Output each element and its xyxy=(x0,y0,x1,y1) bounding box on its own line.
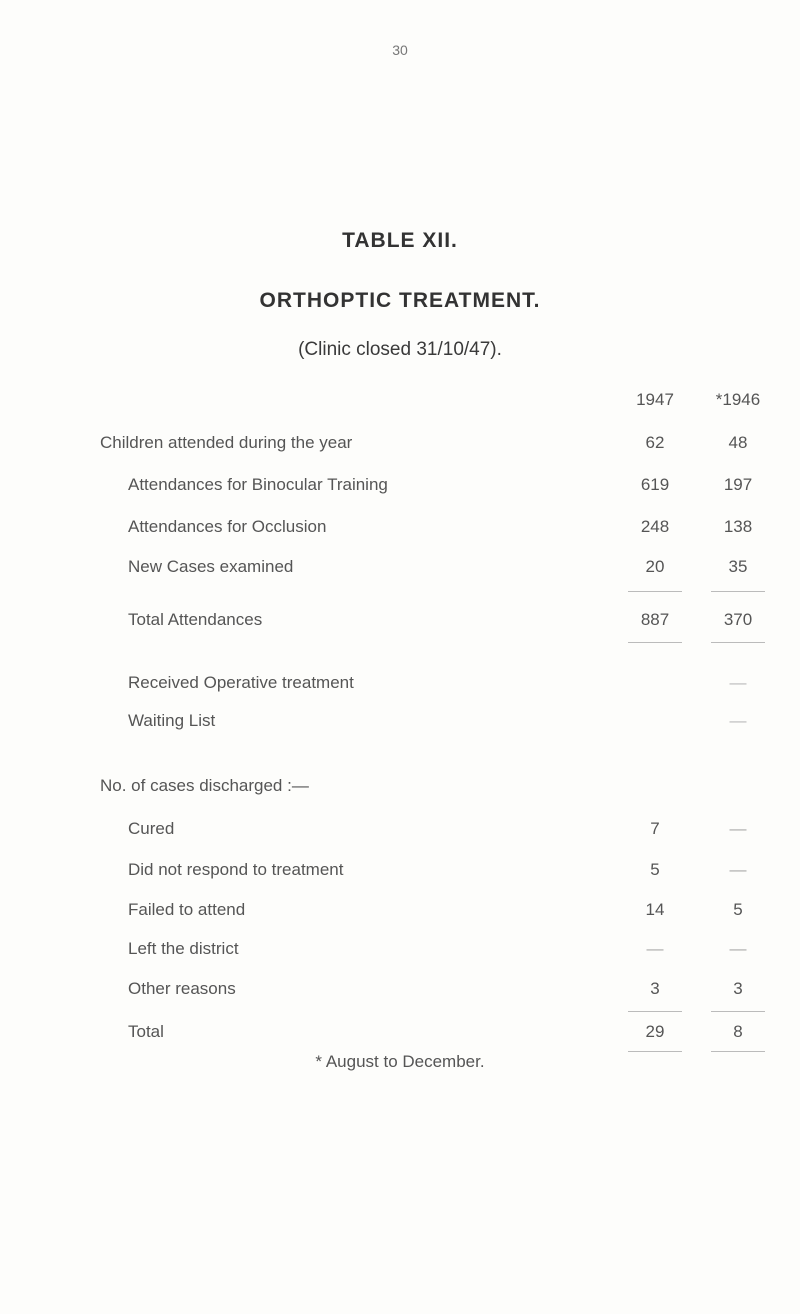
cell-1947: 619 xyxy=(640,475,670,494)
row-label: Attendances for Occlusion xyxy=(128,517,327,536)
total-cell-1947: 887 xyxy=(640,610,670,629)
total-cell-1946: 8 xyxy=(733,1022,743,1041)
table-subtitle: ORTHOPTIC TREATMENT. xyxy=(259,289,541,312)
discharged-heading: No. of cases discharged :— xyxy=(100,776,309,795)
subtotal-rule xyxy=(628,1011,682,1012)
row-label: Did not respond to treatment xyxy=(128,860,344,879)
table-title: TABLE XII. xyxy=(342,229,458,252)
cell-1947: 7 xyxy=(650,819,660,838)
cell-1946: — xyxy=(729,711,747,730)
row-label: Children attended during the year xyxy=(100,433,353,452)
row-label: Failed to attend xyxy=(128,900,246,919)
row-label: Received Operative treatment xyxy=(128,673,354,692)
column-header-1946: *1946 xyxy=(715,390,761,409)
total-rule xyxy=(628,642,682,643)
cell-1947: 14 xyxy=(645,900,665,919)
subtotal-rule xyxy=(628,591,682,592)
cell-1947: 5 xyxy=(650,860,660,879)
total-cell-1947: 29 xyxy=(645,1022,665,1041)
cell-1947: 3 xyxy=(650,979,660,998)
footnote: * August to December. xyxy=(315,1052,485,1071)
cell-1946: 138 xyxy=(723,517,753,536)
cell-1946: — xyxy=(729,939,747,958)
subtotal-rule xyxy=(711,1011,765,1012)
cell-1946: 35 xyxy=(728,557,748,576)
cell-1947: — xyxy=(646,939,664,958)
total-rule xyxy=(711,642,765,643)
row-label: Cured xyxy=(128,819,175,838)
total-cell-1946: 370 xyxy=(723,610,753,629)
cell-1946: 48 xyxy=(728,433,748,452)
cell-1947: 20 xyxy=(645,557,665,576)
row-label: Attendances for Binocular Training xyxy=(128,475,388,494)
cell-1946: 197 xyxy=(723,475,753,494)
total-attendances-label: Total Attendances xyxy=(128,610,263,629)
column-header-1947: 1947 xyxy=(636,390,674,409)
clinic-note: (Clinic closed 31/10/47). xyxy=(298,339,502,360)
total-discharged-label: Total xyxy=(128,1022,164,1041)
cell-1946: 3 xyxy=(733,979,743,998)
cell-1946: 5 xyxy=(733,900,743,919)
cell-1946: — xyxy=(729,819,747,838)
row-label: Other reasons xyxy=(128,979,236,998)
cell-1947: 62 xyxy=(645,433,665,452)
row-label: Left the district xyxy=(128,939,239,958)
subtotal-rule xyxy=(711,591,765,592)
page-number: 30 xyxy=(392,42,408,58)
cell-1947: 248 xyxy=(640,517,670,536)
row-label: Waiting List xyxy=(128,711,216,730)
cell-1946: — xyxy=(729,673,747,692)
row-label: New Cases examined xyxy=(128,557,294,576)
cell-1946: — xyxy=(729,860,747,879)
